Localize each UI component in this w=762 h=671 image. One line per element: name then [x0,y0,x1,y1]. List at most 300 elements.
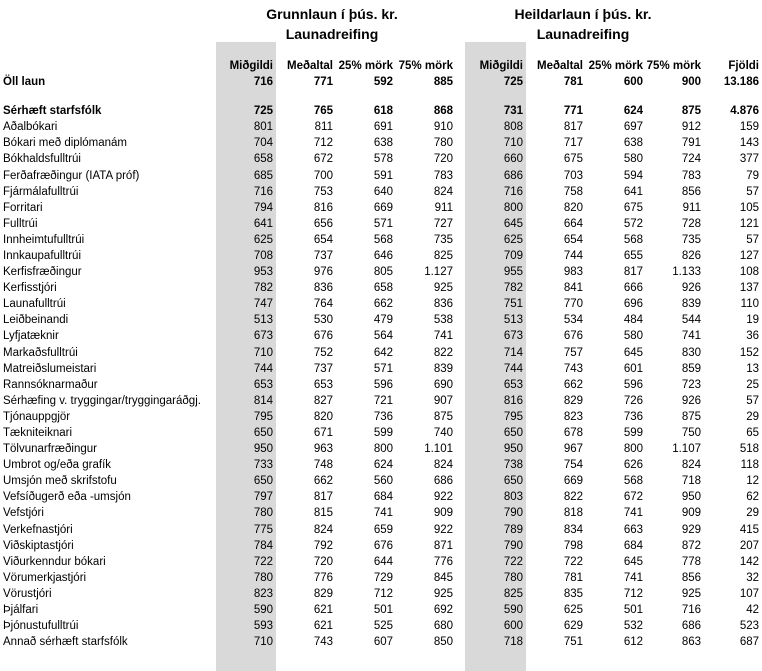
cell: 775 [253,523,273,536]
cell: 712 [373,587,393,600]
table-row [0,409,762,425]
cell: 829 [563,394,583,407]
cell: 684 [373,491,393,504]
table-row [0,280,762,296]
row-label: Sérhæft starfsfólk [3,105,102,118]
cell: 669 [563,475,583,488]
cell: 673 [503,330,523,343]
cell: 625 [253,233,273,246]
cell: 722 [503,555,523,568]
cell: 863 [681,636,701,649]
table-row [0,457,762,473]
row-label: Launafulltrúi [3,298,66,311]
cell: 926 [681,282,701,295]
row-label: Kerfisfræðingur [3,266,82,279]
cell: 836 [433,298,453,311]
column-header: Meðaltal [286,60,333,72]
cell: 751 [503,298,523,311]
cell: 856 [681,571,701,584]
salary-table [0,58,762,650]
cell: 596 [373,378,393,391]
cell: 534 [563,314,583,327]
cell: 568 [373,233,393,246]
cell: 686 [433,475,453,488]
cell: 827 [313,394,333,407]
cell: 817 [623,266,643,279]
cell: 560 [373,475,393,488]
cell: 789 [503,523,523,536]
cell: 792 [313,539,333,552]
table-row [0,296,762,312]
cell: 910 [433,121,453,134]
row-label: Fulltrúi [3,217,38,230]
heildarlaun-header-line2: Launadreifing [536,26,630,42]
cell: 36 [746,330,759,343]
cell: 568 [623,233,643,246]
cell: 744 [563,249,583,262]
row-label: Tækniteiknari [3,427,73,440]
cell: 523 [739,620,759,633]
cell: 646 [373,249,393,262]
cell: 590 [503,604,523,617]
cell: 716 [253,185,273,198]
cell: 659 [373,523,393,536]
cell: 654 [563,233,583,246]
cell: 783 [433,169,453,182]
row-label: Öll laun [3,76,46,89]
cell: 716 [253,76,273,89]
cell: 820 [563,201,583,214]
cell: 839 [681,298,701,311]
cell: 1.133 [672,266,701,279]
row-label: Fjármálafulltrúi [3,185,79,198]
cell: 983 [563,266,583,279]
cell: 658 [373,282,393,295]
cell: 532 [623,620,643,633]
cell: 13.186 [723,76,759,89]
cell: 835 [563,587,583,600]
cell: 525 [373,620,393,633]
cell: 691 [373,121,393,134]
cell: 782 [253,282,273,295]
row-label: Rannsóknarmaður [3,378,98,391]
cell: 377 [739,153,759,166]
column-header-row [0,58,762,74]
cell: 926 [681,394,701,407]
cell: 814 [253,394,273,407]
cell: 741 [681,330,701,343]
cell: 684 [623,539,643,552]
cell: 600 [503,620,523,633]
cell: 650 [503,475,523,488]
table-row [0,345,762,361]
cell: 797 [253,491,273,504]
cell: 641 [623,185,643,198]
table-row [0,184,762,200]
cell: 655 [623,249,643,262]
cell: 640 [373,185,393,198]
table-row [0,377,762,393]
row-label: Aðalbókari [3,121,58,134]
cell: 953 [253,266,273,279]
cell: 824 [433,459,453,472]
cell: 664 [563,217,583,230]
cell: 653 [503,378,523,391]
cell: 571 [373,217,393,230]
row-label: Innkaupafulltrúi [3,249,81,262]
row-label: Viðskiptastjóri [3,539,74,552]
row-label: Tölvunarfræðingur [3,443,97,456]
cell: 660 [503,153,523,166]
table-row [0,538,762,554]
grunnlaun-header-line2: Launadreifing [285,26,379,42]
cell: 4.876 [730,105,759,118]
cell: 127 [739,249,759,262]
cell: 29 [746,410,759,423]
cell: 780 [253,507,273,520]
table-row [0,393,762,409]
cell: 653 [253,378,273,391]
cell: 159 [739,121,759,134]
cell: 925 [433,587,453,600]
cell: 733 [253,459,273,472]
cell: 716 [503,185,523,198]
cell: 658 [253,153,273,166]
table-row [0,135,762,151]
cell: 871 [433,539,453,552]
cell: 771 [313,76,333,89]
cell: 207 [739,539,759,552]
cell: 571 [373,362,393,375]
row-label: Vefstjóri [3,507,44,520]
cell: 662 [313,475,333,488]
cell: 596 [623,378,643,391]
row-label: Markaðsfulltrúi [3,346,78,359]
cell: 909 [681,507,701,520]
table-row [0,554,762,570]
cell: 740 [433,427,453,440]
table-row [0,425,762,441]
cell: 816 [503,394,523,407]
cell: 815 [313,507,333,520]
row-label: Viðurkenndur bókari [3,555,106,568]
cell: 839 [433,362,453,375]
cell: 1.101 [424,443,453,456]
cell: 790 [503,507,523,520]
cell: 62 [746,491,759,504]
table-row [0,232,762,248]
cell: 778 [681,555,701,568]
cell: 108 [739,266,759,279]
cell: 690 [433,378,453,391]
cell: 42 [746,604,759,617]
column-header: 75% mörk [398,60,453,72]
cell: 818 [563,507,583,520]
cell: 580 [623,153,643,166]
table-row [0,312,762,328]
cell: 669 [373,201,393,214]
cell: 625 [563,604,583,617]
cell: 859 [681,362,701,375]
cell: 743 [563,362,583,375]
cell: 726 [623,394,643,407]
cell: 724 [681,153,701,166]
cell: 747 [253,298,273,311]
cell: 638 [373,137,393,150]
row-label: Annað sérhæft starfsfólk [3,636,128,649]
table-row [0,489,762,505]
row-label: Vörustjóri [3,587,52,600]
column-header: Fjöldi [728,60,759,72]
cell: 875 [681,410,701,423]
cell: 721 [373,394,393,407]
cell: 501 [373,604,393,617]
cell: 530 [313,314,333,327]
cell: 676 [563,330,583,343]
cell: 110 [740,298,759,311]
cell: 703 [563,169,583,182]
cell: 795 [503,410,523,423]
cell: 780 [503,571,523,584]
cell: 612 [623,636,643,649]
cell: 638 [623,137,643,150]
table-row [0,264,762,280]
cell: 12 [746,475,759,488]
cell: 675 [563,153,583,166]
cell: 737 [313,249,333,262]
cell: 824 [681,459,701,472]
cell: 710 [503,137,523,150]
table-row [0,151,762,167]
cell: 750 [681,427,701,440]
cell: 743 [313,636,333,649]
cell: 65 [746,427,759,440]
cell: 822 [563,491,583,504]
cell: 645 [623,555,643,568]
row-label: Leiðbeinandi [3,314,69,327]
cell: 662 [373,298,393,311]
cell: 32 [746,571,759,584]
cell: 501 [623,604,643,617]
cell: 666 [623,282,643,295]
cell: 754 [563,459,583,472]
cell: 795 [253,410,273,423]
cell: 57 [746,233,759,246]
cell: 714 [503,346,523,359]
cell: 629 [563,620,583,633]
cell: 868 [433,105,453,118]
cell: 735 [681,233,701,246]
row-label: Forritari [3,201,43,214]
cell: 710 [253,346,273,359]
cell: 823 [563,410,583,423]
cell: 736 [373,410,393,423]
cell: 758 [563,185,583,198]
cell: 820 [313,410,333,423]
cell: 829 [313,587,333,600]
row-label: Innheimtufulltrúi [3,233,85,246]
cell: 709 [503,249,523,262]
cell: 808 [503,121,523,134]
table-row [0,328,762,344]
cell: 816 [313,201,333,214]
total-row [0,74,762,90]
cell: 580 [623,330,643,343]
cell: 513 [503,314,523,327]
row-label: Bókari með diplómanám [3,137,128,150]
cell: 593 [253,620,273,633]
cell: 729 [373,571,393,584]
cell: 673 [253,330,273,343]
cell: 662 [563,378,583,391]
cell: 672 [313,153,333,166]
cell: 415 [739,523,759,536]
row-label: Sérhæfing v. tryggingar/tryggingaráðgj. [3,394,201,407]
column-header: Meðaltal [536,60,583,72]
cell: 663 [623,523,643,536]
cell: 955 [503,266,523,279]
cell: 824 [313,523,333,536]
cell: 513 [253,314,273,327]
cell: 800 [503,201,523,214]
cell: 817 [313,491,333,504]
cell: 142 [739,555,759,568]
cell: 836 [313,282,333,295]
cell: 753 [313,185,333,198]
cell: 967 [563,443,583,456]
cell: 781 [563,571,583,584]
table-row [0,361,762,377]
cell: 805 [373,266,393,279]
cell: 741 [373,507,393,520]
cell: 675 [623,201,643,214]
table-row [0,441,762,457]
cell: 963 [313,443,333,456]
cell: 578 [373,153,393,166]
row-label: Matreiðslumeistari [3,362,97,375]
cell: 645 [503,217,523,230]
cell: 976 [313,266,333,279]
cell: 105 [739,201,759,214]
row-label: Umbrot og/eða grafík [3,459,112,472]
heildarlaun-header-line1: Heildarlaun í þús. kr. [514,6,652,22]
cell: 885 [433,76,453,89]
cell: 925 [433,282,453,295]
table-row [0,522,762,538]
cell: 950 [503,443,523,456]
cell: 776 [313,571,333,584]
cell: 712 [313,137,333,150]
column-header: 25% mörk [588,60,643,72]
cell: 538 [433,314,453,327]
cell: 737 [313,362,333,375]
table-row [0,248,762,264]
group-row [0,103,762,119]
cell: 782 [503,282,523,295]
cell: 830 [681,346,701,359]
cell: 798 [563,539,583,552]
cell: 685 [253,169,273,182]
cell: 686 [503,169,523,182]
cell: 748 [313,459,333,472]
cell: 735 [433,233,453,246]
cell: 656 [313,217,333,230]
cell: 590 [253,604,273,617]
cell: 716 [681,604,701,617]
cell: 811 [314,121,333,134]
cell: 875 [681,105,701,118]
cell: 650 [253,427,273,440]
table-row [0,602,762,618]
cell: 741 [623,571,643,584]
cell: 678 [563,427,583,440]
cell: 780 [253,571,273,584]
cell: 872 [681,539,701,552]
cell: 137 [739,282,759,295]
cell: 645 [623,346,643,359]
cell: 727 [433,217,453,230]
cell: 736 [623,410,643,423]
cell: 728 [681,217,701,230]
cell: 912 [681,121,701,134]
cell: 696 [623,298,643,311]
cell: 700 [313,169,333,182]
cell: 624 [623,105,643,118]
cell: 607 [373,636,393,649]
cell: 479 [373,314,393,327]
table-row [0,505,762,521]
cell: 907 [433,394,453,407]
cell: 564 [373,330,393,343]
cell: 911 [434,201,453,214]
cell: 717 [563,137,583,150]
cell: 625 [503,233,523,246]
cell: 152 [739,346,759,359]
cell: 856 [681,185,701,198]
cell: 800 [373,443,393,456]
cell: 911 [682,201,701,214]
cell: 925 [681,587,701,600]
cell: 751 [563,636,583,649]
cell: 725 [503,76,523,89]
row-label: Umsjón með skrifstofu [3,475,117,488]
cell: 57 [746,185,759,198]
cell: 929 [681,523,701,536]
cell: 825 [503,587,523,600]
cell: 671 [313,427,333,440]
cell: 765 [313,105,333,118]
cell: 29 [746,507,759,520]
cell: 601 [623,362,643,375]
table-row [0,570,762,586]
row-label: Ferðafræðingur (IATA próf) [3,169,140,182]
cell: 731 [503,105,523,118]
cell: 741 [623,507,643,520]
cell: 654 [313,233,333,246]
cell: 568 [623,475,643,488]
cell: 672 [623,491,643,504]
cell: 771 [563,105,583,118]
cell: 722 [253,555,273,568]
cell: 687 [739,636,759,649]
cell: 850 [433,636,453,649]
cell: 875 [433,410,453,423]
cell: 1.127 [424,266,453,279]
cell: 653 [313,378,333,391]
cell: 781 [563,76,583,89]
cell: 790 [503,539,523,552]
cell: 752 [313,346,333,359]
